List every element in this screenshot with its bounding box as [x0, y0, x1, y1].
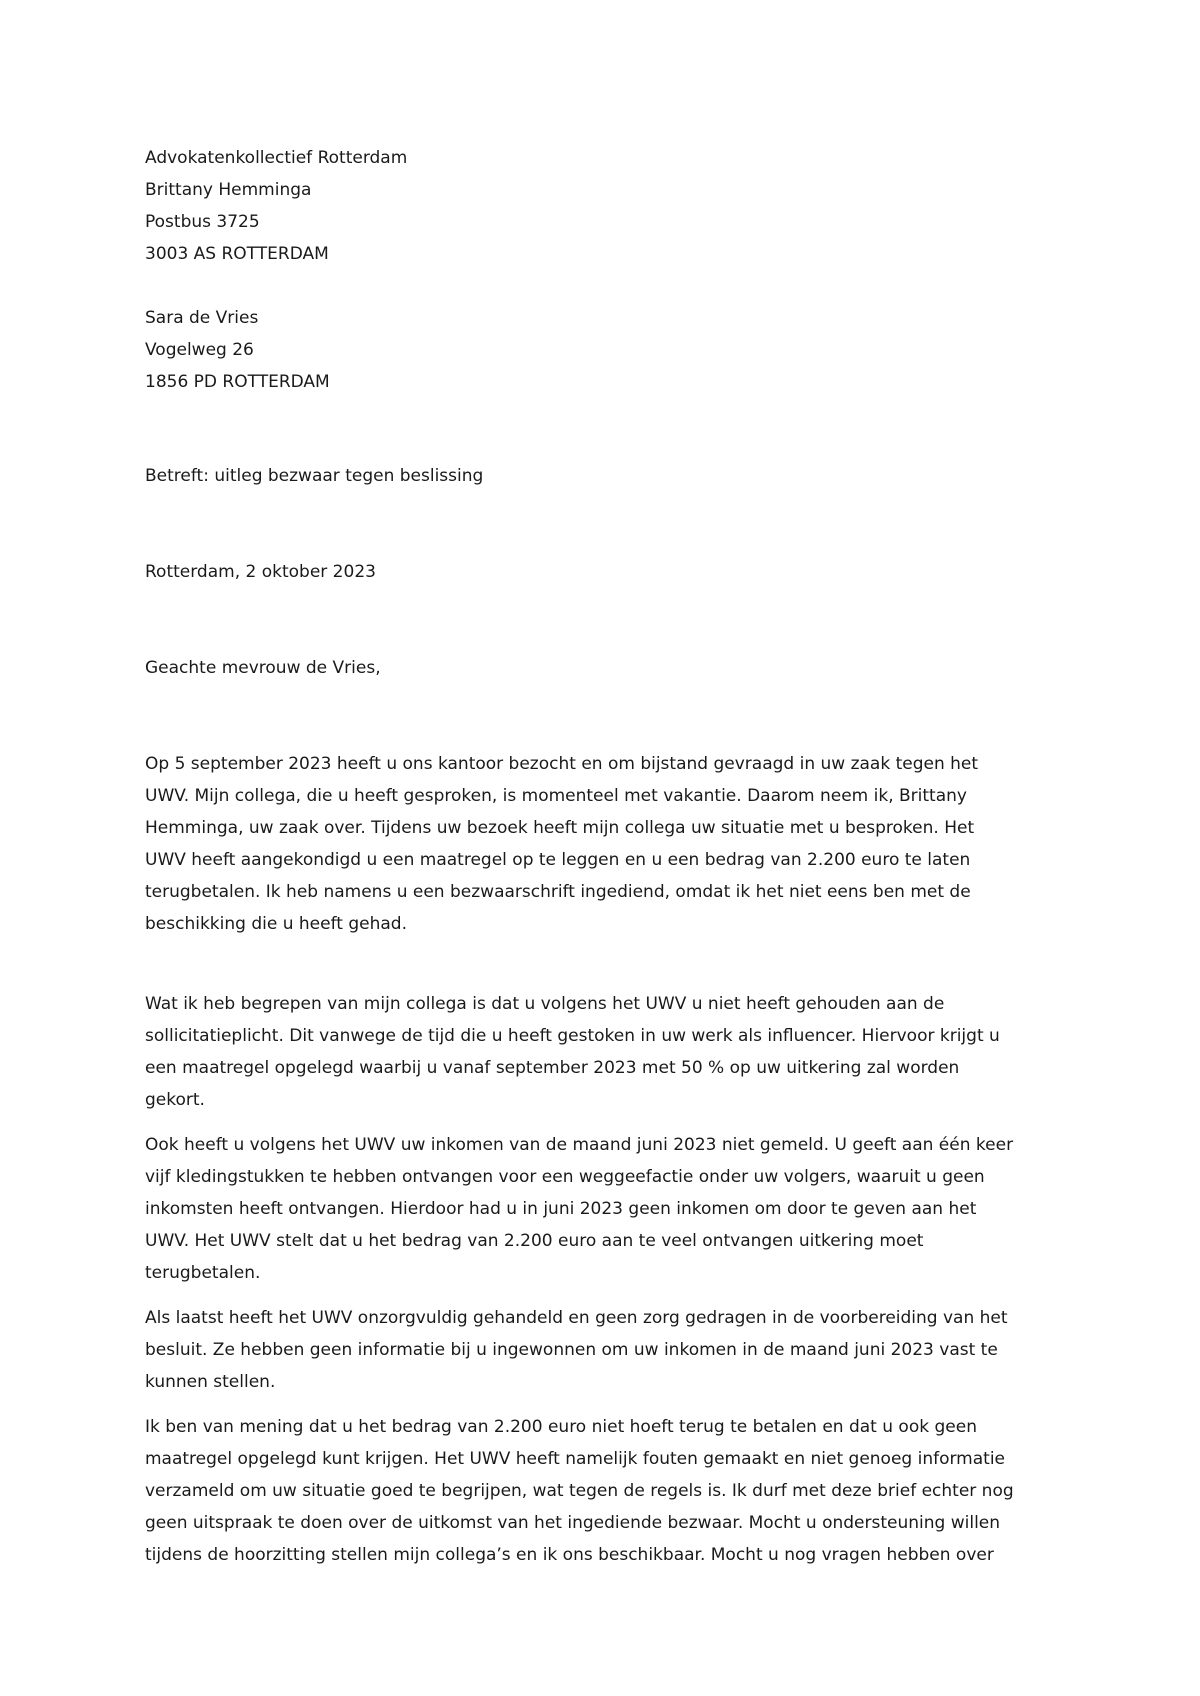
paragraph-line: UWV heeft aangekondigd u een maatregel op te leggen en u een bedrag van 2.200 euro te laten: [145, 850, 971, 870]
recipient-postal-city: 1856 PD ROTTERDAM: [145, 372, 330, 392]
sender-postal-city: 3003 AS ROTTERDAM: [145, 244, 329, 264]
paragraph-line: terugbetalen.: [145, 1263, 261, 1283]
paragraph-line: geen uitspraak te doen over de uitkomst van het ingediende bezwaar. Mocht u ondersteuning willen: [145, 1513, 1001, 1533]
recipient-name: Sara de Vries: [145, 308, 259, 328]
paragraph-line: Hemminga, uw zaak over. Tijdens uw bezoek heeft mijn collega uw situatie met u besproken. Het: [145, 818, 975, 838]
date-line: [145, 556, 1075, 588]
sender-organization: Advokatenkollectief Rotterdam: [145, 148, 408, 168]
body-paragraph-3: [145, 1129, 1075, 1289]
letter-content: [145, 142, 1075, 1571]
recipient-address: [145, 302, 1075, 398]
date-text: Rotterdam, 2 oktober 2023: [145, 562, 376, 582]
paragraph-line: kunnen stellen.: [145, 1372, 276, 1392]
paragraph-line: een maatregel opgelegd waarbij u vanaf september 2023 met 50 % op uw uitkering zal worden: [145, 1058, 960, 1078]
paragraph-line: inkomsten heeft ontvangen. Hierdoor had u in juni 2023 geen inkomen om door te geven aan het: [145, 1199, 977, 1219]
paragraph-line: vijf kledingstukken te hebben ontvangen voor een weggeefactie onder uw volgers, waaruit u geen: [145, 1167, 985, 1187]
paragraph-line: beschikking die u heeft gehad.: [145, 914, 407, 934]
sender-address: [145, 142, 1075, 270]
paragraph-line: maatregel opgelegd kunt krijgen. Het UWV heeft namelijk fouten gemaakt en niet genoeg informatie: [145, 1449, 1006, 1469]
paragraph-line: Op 5 september 2023 heeft u ons kantoor bezocht en om bijstand gevraagd in uw zaak tegen het: [145, 754, 979, 774]
body-paragraph-2: [145, 988, 1075, 1116]
paragraph-line: Ik ben van mening dat u het bedrag van 2.200 euro niet hoeft terug te betalen en dat u ook geen: [145, 1417, 977, 1437]
paragraph-line: UWV. Mijn collega, die u heeft gesproken, is momenteel met vakantie. Daarom neem ik, Brittany: [145, 786, 967, 806]
paragraph-line: tijdens de hoorzitting stellen mijn collega’s en ik ons beschikbaar. Mocht u nog vragen hebben over: [145, 1545, 994, 1565]
sender-postbox: Postbus 3725: [145, 212, 260, 232]
salutation-text: Geachte mevrouw de Vries,: [145, 658, 381, 678]
paragraph-line: terugbetalen. Ik heb namens u een bezwaarschrift ingediend, omdat ik het niet eens ben met de: [145, 882, 971, 902]
salutation: [145, 652, 1075, 684]
subject-text: Betreft: uitleg bezwaar tegen beslissing: [145, 466, 484, 486]
body-paragraph-1: [145, 748, 1075, 940]
paragraph-line: sollicitatieplicht. Dit vanwege de tijd die u heeft gestoken in uw werk als influencer. Hiervoor krijgt u: [145, 1026, 1000, 1046]
paragraph-line: verzameld om uw situatie goed te begrijpen, wat tegen de regels is. Ik durf met deze brief echter nog: [145, 1481, 1014, 1501]
body-paragraph-5: [145, 1411, 1075, 1571]
sender-name: Brittany Hemminga: [145, 180, 312, 200]
recipient-street: Vogelweg 26: [145, 340, 254, 360]
paragraph-line: gekort.: [145, 1090, 205, 1110]
paragraph-line: Wat ik heb begrepen van mijn collega is dat u volgens het UWV u niet heeft gehouden aan de: [145, 994, 945, 1014]
body-paragraph-4: [145, 1302, 1075, 1398]
paragraph-line: UWV. Het UWV stelt dat u het bedrag van 2.200 euro aan te veel ontvangen uitkering moet: [145, 1231, 924, 1251]
paragraph-line: Ook heeft u volgens het UWV uw inkomen van de maand juni 2023 niet gemeld. U geeft aan één keer: [145, 1135, 1014, 1155]
subject-line: [145, 460, 1075, 492]
paragraph-line: Als laatst heeft het UWV onzorgvuldig gehandeld en geen zorg gedragen in de voorbereiding van het: [145, 1308, 1008, 1328]
paragraph-line: besluit. Ze hebben geen informatie bij u ingewonnen om uw inkomen in de maand juni 2023 vast te: [145, 1340, 998, 1360]
